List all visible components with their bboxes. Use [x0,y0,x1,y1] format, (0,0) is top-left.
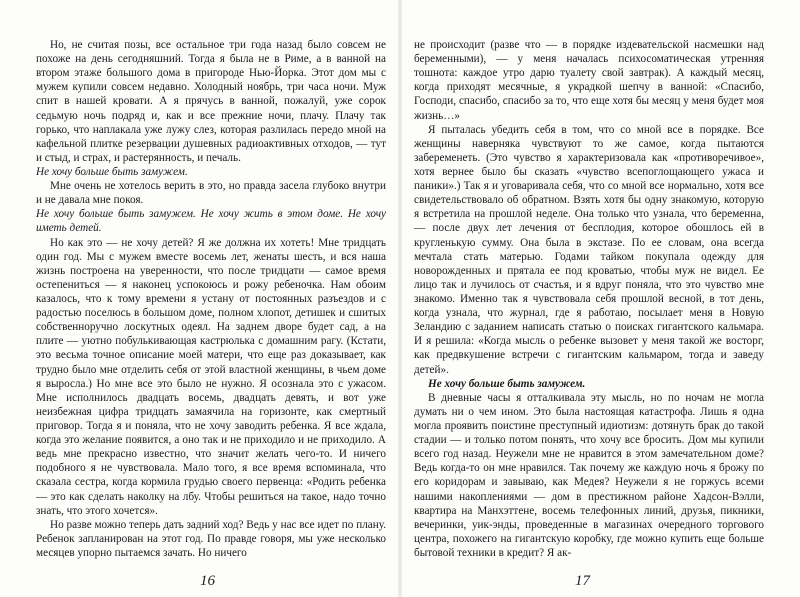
book-gutter [398,0,402,597]
italic-text: Не хочу больше быть замужем. [36,165,188,178]
page-number-left: 16 [200,573,215,589]
paragraph: Но, не считая позы, все остальное три года назад было совсем не похоже на день сегодняшний. Тогда я была не в Риме, а в ванной на втором этаже большого дома в пригороде Нью-Йорка. Этот дом мы с мужем купили совсем недавно. Холодный ноябрь, три часа ночи. Муж спит в нашей кровати. А я прячусь в ванной, пожалуй, уже сорок седьмую ночь подряд и, как и все прежние ночи, плачу. Плачу так горько, что наплакала уже лужу слез, которая разлилась передо мной на кафельной плитке резервации душевных радиоактивных отходов, — тут и стыд, и страх, и растерянность, и печаль. [36,39,386,164]
paragraph: не происходит (разве что — в порядке издевательской насмешки над беременными), — у меня началась психосоматическая утренняя тошнота: каждое утро дарю туалету свой завтрак). А каждый месяц, когда приходят месячные, я украдкой шепчу в ванной: «Спасибо, Господи, спасибо, спасибо за то, что еще хотя бы месяц у меня будет моя жизнь…» [414,39,764,122]
page-number-right: 17 [575,573,590,589]
paragraph-italic [36,207,386,235]
right-page [414,38,764,560]
left-page [36,38,386,560]
paragraph: В дневные часы я отталкивала эту мысль, но по ночам не могла думать ни о чем ином. Это была настоящая катастрофа. Лишь я одна могла проявить поистине преступный идиотизм: дотянуть брак до такой стадии — и только потом понять, что хочу все бросить. Дом мы купили всего год назад. Неужели мне не нравится в этом замечательном доме? Ведь когда-то он мне нравился. Так почему же каждую ночь я брожу по его коридорам и завываю, как Медея? Неужели я не горжусь всеми нашими накоплениями — дом в престижном районе Хадсон-Вэлли, квартира на Манхэттене, восемь телефонных линий, друзья, пикники, вечеринки, уик-энды, проведенные в магазинах очередного торгового центра, похожего на гигантскую коробку, где можно купить еще больше бытовой техники в кредит? Я ак- [414,391,764,559]
paragraph: Но разве можно теперь дать задний ход? Ведь у нас все идет по плану. Ребенок запланирован на этот год. По правде говоря, мы уже несколько месяцев упорно пытаемся зачать. Но ничего [36,518,386,559]
italic-text: Не хочу больше быть замужем. Не хочу жить в этом доме. Не хочу иметь детей. [36,208,386,235]
paragraph-bold-italic: Не хочу больше быть замужем. [428,377,586,390]
paragraph-italic [36,165,386,179]
paragraph: Мне очень не хотелось верить в это, но правда засела глубоко внутри и не давала мне покоя. [36,180,386,207]
paragraph: Но как это — не хочу детей? Я же должна их хотеть! Мне тридцать один год. Мы с мужем вместе восемь лет, женаты шесть, и вся наша жизнь построена на уверенности, что после тридцати — самое время остепениться — я наконец успокоюсь и рожу ребеночка. Нам обоим казалось, что к тому времени я устану от постоянных разъездов и с радостью поселюсь в большом доме, полном хлопот, детишек и сшитых собственноручно лоскутных одеял. На заднем дворе будет сад, а на плите — уютно побулькивающая кастрюлька с домашним рагу. (Кстати, это весьма точное описание моей матери, что еще раз доказывает, как трудно было мне отделить себя от этой властной женщины, в чьем доме я выросла.) Но мне все это было не нужно. Я осознала это с ужасом. Мне исполнилось двадцать восемь, двадцать девять, и вот уже неизбежная цифра тридцать замаячила на горизонте, как смертный приговор. Тогда я и поняла, что не хочу заводить ребенка. Я все ждала, когда это желание появится, а оно так и не приходило и не приходило. А ведь мне прекрасно известно, что значит желать чего-то. И ничего подобного я не чувствовала. Мало того, я все время вспоминала, что сказала сестра, когда кормила грудью своего первенца: «Родить ребенка — это как сделать наколку на лбу. Чтобы решиться на такое, надо точно знать, что этого хочется». [36,236,386,517]
paragraph: Я пыталась убедить себя в том, что со мной все в порядке. Все женщины наверняка чувствуют то же самое, когда пытаются забеременеть. (Это чувство я характеризовала как «противоречивое», хотя вернее было бы сказать «чувство всепоглощающего ужаса и паники».) Так я и уговаривала себя, что со мной все нормально, хотя все свидетельствовало об обратном. Взять хотя бы одну знакомую, которую я встретила на прошлой неделе. Она только что узнала, что беременна, — после двух лет лечения от бесплодия, которое обошлось ей в кругленькую сумму. Она была в экстазе. По ее словам, она всегда мечтала стать матерью. Годами тайком покупала одежду для новорожденных и прятала ее под кроватью, чтобы муж не видел. Ее лицо так и лучилось от счастья, и я вдруг поняла, что это чувство мне знакомо. Именно так я чувствовала себя прошлой весной, в тот день, когда узнала, что журнал, где я работаю, посылает меня в Новую Зеландию с заданием написать статью о поисках гигантского кальмара. И я решила: «Когда мысль о ребенке вызовет у меня такой же восторг, как предвкушение встречи с гигантским кальмаром, тогда и заведу детей». [414,123,764,376]
